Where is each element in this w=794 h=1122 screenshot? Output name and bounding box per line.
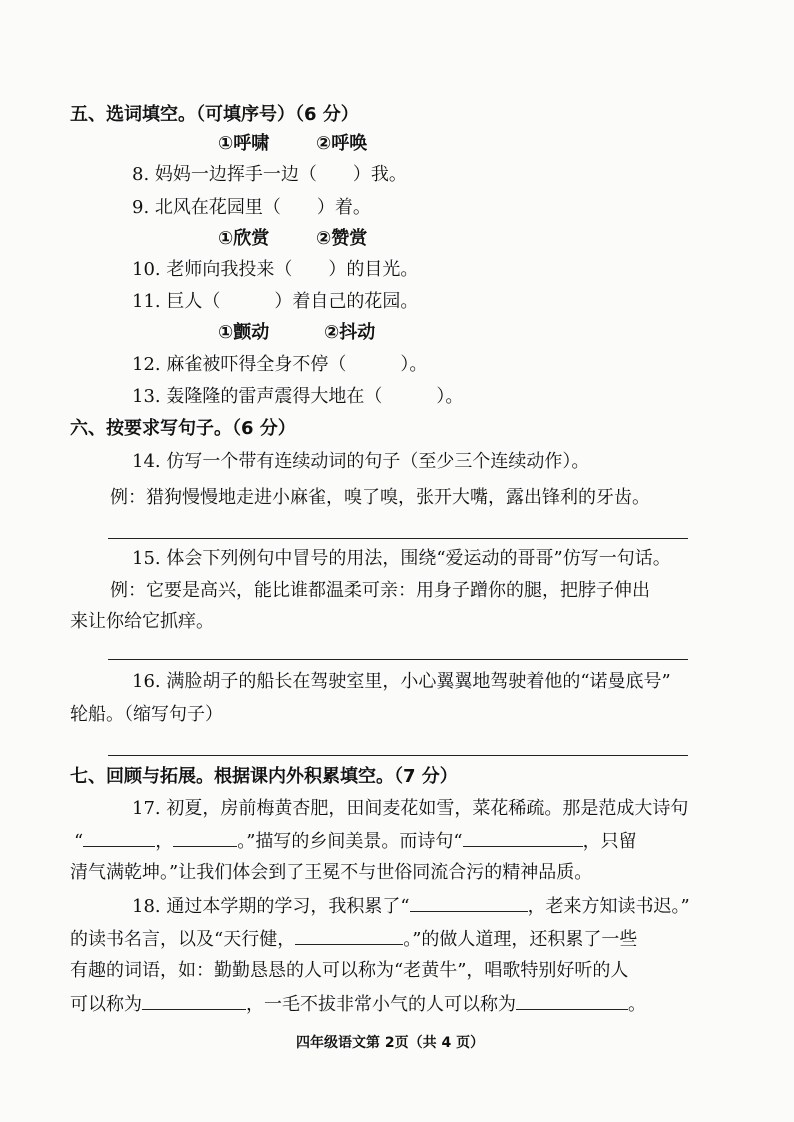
question-15-example-cont: 来让你给它抓痒。 [70, 611, 214, 632]
option-1: ①颤动 [218, 322, 270, 343]
question-18-line4: 可以称为 ，一毛不拔非常小气的人可以称为 。 [70, 991, 646, 1018]
question-15: 15. 体会下列例句中冒号的用法，围绕“爱运动的哥哥”仿写一句话。 [132, 548, 671, 569]
fill-blank[interactable] [516, 991, 628, 1010]
question-15-example: 例：它要是高兴，能比谁都温柔可亲：用身子蹭你的腿，把脖子伸出 [110, 580, 650, 601]
question-18: 18. 通过本学期的学习，我积累了“ ，老来方知读书迟。” [132, 893, 690, 920]
question-16-cont: 轮船。（缩写句子） [70, 704, 223, 725]
question-16: 16. 满脸胡子的船长在驾驶室里，小心翼翼地驾驶着他的“诺曼底号” [132, 671, 671, 692]
section7-title: 七、回顾与拓展。根据课内外积累填空。（7 分） [70, 766, 458, 787]
option-2: ②抖动 [324, 322, 376, 343]
question-9: 9. 北风在花园里（ ）着。 [132, 197, 371, 218]
question-18-line2: 的读书名言，以及“天行健， 。”的做人道理，还积累了一些 [70, 926, 637, 953]
section5-title: 五、选词填空。（可填序号）（6 分） [70, 104, 359, 125]
question-18-line3: 有趣的词语，如：勤勤恳恳的人可以称为“老黄牛”，唱歌特别好听的人 [70, 960, 629, 981]
question-11: 11. 巨人（ ）着自己的花园。 [132, 291, 419, 312]
question-12: 12. 麻雀被吓得全身不停（ ）。 [132, 354, 428, 375]
fill-blank[interactable] [173, 828, 237, 847]
question-8: 8. 妈妈一边挥手一边（ ）我。 [132, 164, 407, 185]
option-2: ②赞赏 [316, 228, 368, 249]
answer-line-14[interactable] [108, 538, 688, 539]
option-1: ①呼啸 [218, 133, 270, 154]
option-1: ①欣赏 [218, 228, 270, 249]
section6-title: 六、按要求写句子。（6 分） [70, 418, 296, 439]
question-17-line3: 清气满乾坤。”让我们体会到了王冕不与世俗同流合污的精神品质。 [70, 862, 593, 883]
question-14: 14. 仿写一个带有连续动词的句子（至少三个连续动作）。 [132, 451, 590, 472]
option-2: ②呼唤 [316, 133, 368, 154]
page-footer: 四年级语文第 2页（共 4 页） [296, 1035, 485, 1051]
question-13: 13. 轰隆隆的雷声震得大地在（ ）。 [132, 386, 464, 407]
question-10: 10. 老师向我投来（ ）的目光。 [132, 259, 419, 280]
fill-blank[interactable] [83, 828, 155, 847]
fill-blank[interactable] [295, 926, 403, 945]
question-14-example: 例：猎狗慢慢地走进小麻雀，嗅了嗅，张开大嘴，露出锋利的牙齿。 [110, 487, 650, 508]
question-17-line2: “ ， 。”描写的乡间美景。而诗句“ ，只留 [74, 828, 637, 855]
answer-line-16[interactable] [108, 755, 688, 756]
question-17: 17. 初夏，房前梅黄杏肥，田间麦花如雪，菜花稀疏。那是范成大诗句 [132, 798, 689, 819]
answer-line-15[interactable] [108, 659, 688, 660]
fill-blank[interactable] [142, 991, 246, 1010]
fill-blank[interactable] [410, 893, 528, 912]
fill-blank[interactable] [463, 828, 583, 847]
